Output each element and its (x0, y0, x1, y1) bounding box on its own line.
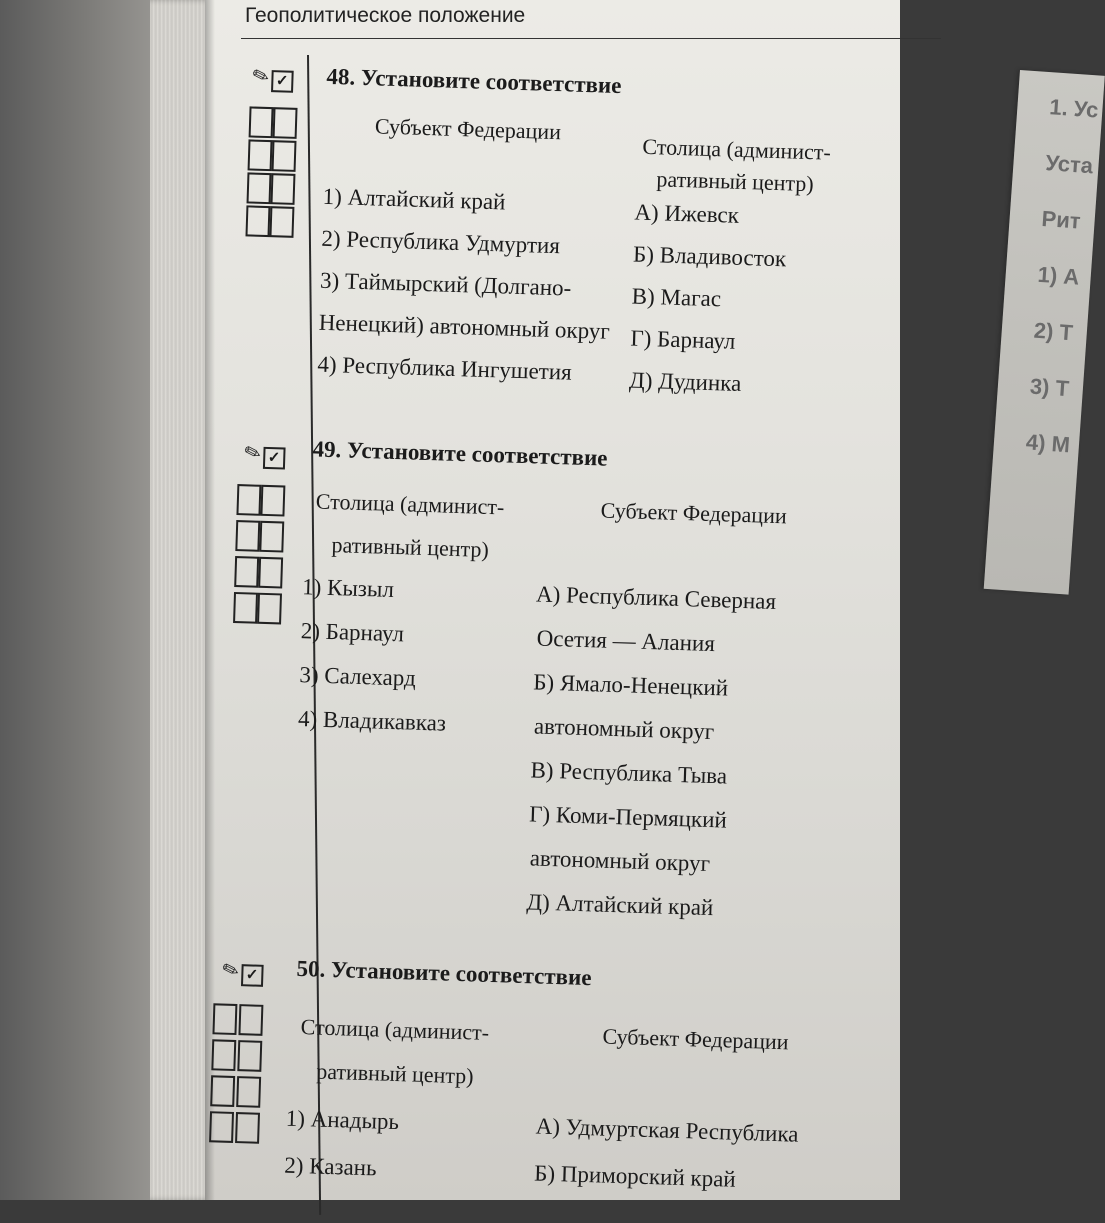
answer-box[interactable] (269, 206, 294, 238)
right-column-header: Субъект Федерации (600, 497, 788, 529)
pencil-icon: ✎ (219, 957, 243, 984)
answer-box[interactable] (233, 592, 258, 624)
next-page-fragment: 2) Т (1033, 317, 1074, 346)
answer-box[interactable] (235, 520, 260, 552)
left-column-header-line: Столица (админист- (315, 488, 505, 520)
answer-box[interactable] (259, 521, 284, 553)
answer-box[interactable] (260, 485, 285, 517)
answer-box[interactable] (238, 1004, 263, 1036)
right-item: Д) Дудинка (628, 367, 742, 396)
next-page-fragment: 3) Т (1029, 373, 1070, 402)
checkbox-icon[interactable]: ✓ (271, 70, 294, 93)
answer-box[interactable] (273, 107, 298, 139)
left-item: 3) Салехард (299, 662, 417, 691)
right-item: Г) Коми-Пермяцкий (528, 801, 728, 833)
left-item: 2) Республика Удмуртия (321, 225, 561, 259)
right-column-header: Субъект Федерации (602, 1023, 789, 1055)
next-page-fragment: Уста (1044, 150, 1094, 179)
answer-box[interactable] (247, 172, 272, 204)
answer-box[interactable] (249, 106, 274, 138)
question-49-icons (241, 440, 286, 469)
running-header: Геополитическое положение (245, 4, 526, 27)
answer-box[interactable] (212, 1003, 237, 1035)
right-column-header-line: ративный центр) (656, 166, 815, 197)
left-item: Ненецкий) автономный округ (318, 309, 611, 344)
right-item: А) Ижевск (634, 199, 740, 228)
answer-box[interactable] (235, 1112, 260, 1144)
question-50-icons (219, 957, 264, 987)
left-item: 2) Казань (283, 1152, 377, 1181)
pencil-icon: ✎ (241, 440, 265, 467)
left-column-header-line: ративный центр) (331, 532, 490, 562)
answer-box[interactable] (245, 205, 270, 237)
right-item: В) Магас (631, 283, 722, 312)
right-column-header-line: Столица (админист- (642, 133, 832, 165)
right-item: автономный округ (533, 713, 715, 745)
answer-box[interactable] (237, 1040, 262, 1072)
answer-box[interactable] (236, 1076, 261, 1108)
question-title: 50. Установите соответствие (296, 955, 592, 991)
next-page-edge (984, 70, 1105, 595)
right-item: Г) Барнаул (630, 325, 736, 354)
answer-box[interactable] (209, 1111, 234, 1143)
right-item: А) Удмуртская Республика (535, 1113, 799, 1147)
answer-box[interactable] (257, 593, 282, 625)
question-48 (194, 60, 844, 420)
right-item: А) Республика Северная (535, 581, 777, 615)
answer-box[interactable] (272, 140, 297, 172)
right-item: Д) Алтайский край (526, 889, 714, 921)
left-item: 4) Республика Ингушетия (317, 351, 573, 385)
left-item: 1) Алтайский край (322, 183, 506, 215)
answer-box[interactable] (211, 1039, 236, 1071)
right-item: В) Республика Тыва (530, 757, 728, 789)
left-item: 4) Владикавказ (297, 706, 447, 736)
pencil-icon: ✎ (249, 63, 273, 90)
right-item: Осетия — Алания (536, 625, 716, 657)
answer-box[interactable] (258, 557, 283, 589)
left-item: 3) Таймырский (Долгано- (319, 267, 572, 301)
book-page (205, 0, 1100, 1200)
right-item: Б) Ямало-Ненецкий (532, 669, 729, 701)
next-page-fragment: 1. Ус (1048, 94, 1100, 123)
checkbox-icon[interactable]: ✓ (263, 447, 286, 470)
answer-box[interactable] (210, 1075, 235, 1107)
left-item: 1) Кызыл (301, 574, 395, 603)
right-item: Б) Приморский край (533, 1160, 737, 1192)
checkbox-icon[interactable]: ✓ (241, 964, 264, 987)
right-item: автономный округ (529, 845, 711, 877)
next-page-fragment: 1) А (1036, 261, 1081, 290)
left-item: 1) Анадырь (285, 1105, 400, 1135)
answer-box[interactable] (234, 556, 259, 588)
question-48-icons (249, 63, 294, 93)
question-title: 49. Установите соответствие (312, 436, 608, 471)
left-column-header-line: ративный центр) (315, 1058, 474, 1089)
header-rule (241, 38, 941, 39)
right-item: Б) Владивосток (632, 241, 787, 272)
next-page-fragment: Рит (1040, 205, 1082, 234)
left-item: 2) Барнаул (300, 618, 405, 647)
left-column-header-line: Столица (админист- (300, 1014, 490, 1045)
question-50 (197, 953, 845, 1223)
question-49 (190, 433, 845, 933)
question-title: 48. Установите соответствие (326, 63, 622, 99)
answer-box[interactable] (248, 139, 273, 171)
left-column-header: Субъект Федерации (374, 113, 562, 145)
answer-box[interactable] (236, 484, 261, 516)
answer-box[interactable] (271, 173, 296, 205)
next-page-fragment: 4) М (1025, 429, 1071, 458)
